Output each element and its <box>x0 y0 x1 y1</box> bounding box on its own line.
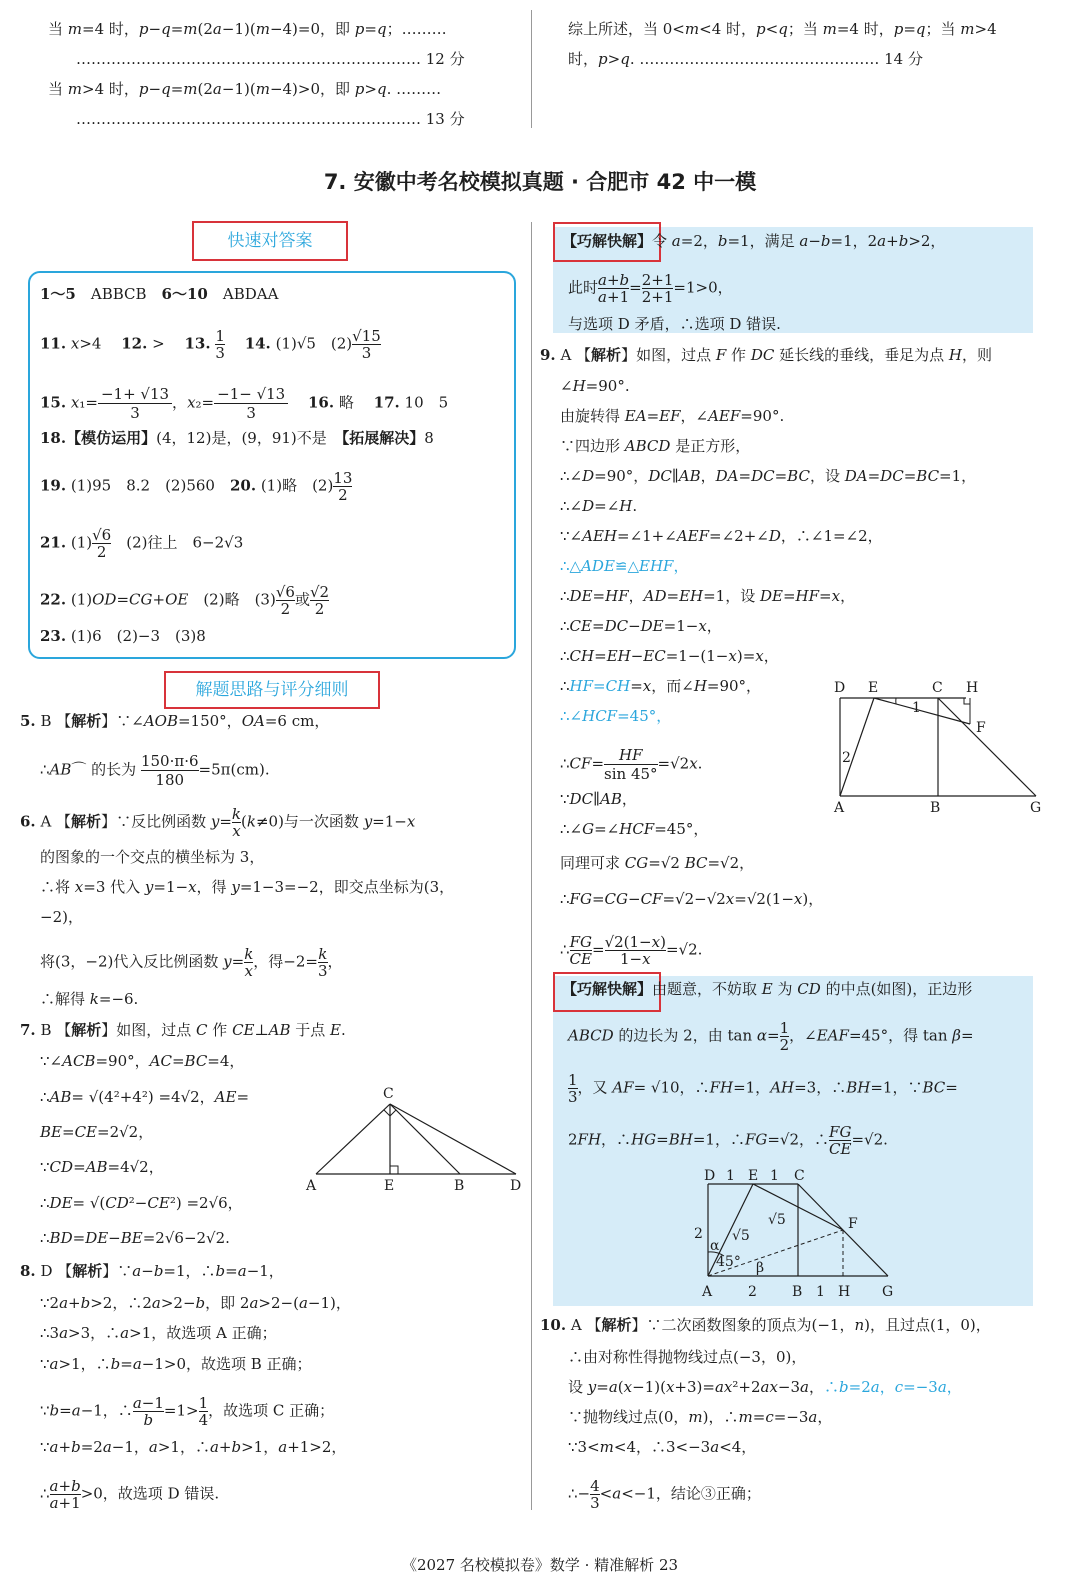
tip2-label-AE: √5 <box>732 1228 750 1244</box>
tip2-label-BH: 1 <box>816 1284 825 1300</box>
tip2-point-H: H <box>838 1284 851 1300</box>
tip1-line-1: 【巧解快解】令 a=2，b=1，满足 a−b=1，2a+b>2， <box>562 232 946 250</box>
qa-line-6: 21. (1) $\frac{√6}{2}$ (2)往上 6−2√3 <box>40 526 244 561</box>
q7-point-E: E <box>384 1178 395 1194</box>
top-left-line-1: 当 m=4 时，p−q=m(2a−1)(m−4)=0，即 p=q；……… <box>48 20 447 38</box>
top-right-line-2: 时，p>q. ………………………………………… 14 分 <box>568 50 923 68</box>
tip1-line-3: 与选项 D 矛盾，∴选项 D 错误. <box>568 315 781 333</box>
q9-line-8: ∴△ADE≌△EHF， <box>560 557 689 575</box>
q7-point-A: A <box>306 1178 317 1194</box>
top-left-line-4: …………………………………………………………… 13 分 <box>76 110 465 128</box>
q9-line-7: ∵∠AEH=∠1+∠AEF=∠2+∠D，∴∠1=∠2， <box>560 527 883 545</box>
q9-line-17: 同理可求 CG=√2 BC=√2， <box>560 854 755 872</box>
tip2-point-G: G <box>882 1284 894 1300</box>
q6-line-1: 6. A 【解析】∵反比例函数 y= $\frac{k}{x}$ (k≠0)与一次函数 y=1−x <box>20 805 416 840</box>
q9-line-19: ∴ $\frac{FG}{CE}$ = $\frac{√2(1-x)}{1-x}$ =√2. <box>560 933 703 968</box>
q6-line-4: −2)， <box>40 908 83 926</box>
q8-line-5: ∵b=a−1，∴ $\frac{a-1}{b}$ =1> $\frac{1}{4}$ ，故选项 C 正确； <box>40 1394 335 1429</box>
q9-line-15: ∵DC∥AB， <box>560 790 637 808</box>
tip2-angle-beta: β <box>756 1260 765 1276</box>
q8-line-2: ∵2a+b>2，∴2a>2−b，即 2a>2−(a−1)， <box>40 1294 351 1312</box>
tip2-label-EC: 1 <box>770 1168 779 1184</box>
q9-angle-2: 2 <box>842 750 851 766</box>
analysis-label: 解题思路与评分细则 <box>164 671 380 709</box>
tip2-line-3: $\frac{1}{3}$ ，又 AF= √10，∴FH=1，AH=3，∴BH=1，∵BC= <box>568 1071 958 1106</box>
q9-angle-1: 1 <box>912 700 921 716</box>
tip2-figure <box>690 1166 912 1302</box>
q5-line-1: 5. B 【解析】∵∠AOB=150°，OA=6 cm， <box>20 712 330 730</box>
top-right-line-1: 综上所述，当 0<m<4 时，p<q；当 m=4 时，p=q；当 m>4 <box>568 20 997 38</box>
q10-line-5: ∵3<m<4，∴3<−3a<4， <box>568 1438 757 1456</box>
q9-line-5: ∴∠D=90°，DC∥AB，DA=DC=BC，设 DA=DC=BC=1， <box>560 467 977 485</box>
q9-line-18: ∴FG=CG−CF=√2−√2x=√2(1−x)， <box>560 890 824 908</box>
qa-line-2: 11. x>4 12. > 13. $\frac{1}{3}$ 14. (1)√5 (2) $\frac{√15}{3}$ <box>40 327 381 362</box>
top-left-line-2: …………………………………………………………… 12 分 <box>76 50 465 68</box>
q9-point-B: B <box>930 800 941 816</box>
tip2-line-4: 2FH，∴HG=BH=1，∴FG=√2，∴ $\frac{FG}{CE}$ =√2. <box>568 1123 888 1158</box>
q9-point-C: C <box>932 680 943 696</box>
q8-line-7: ∴ $\frac{a+b}{a+1}$ >0，故选项 D 错误. <box>40 1477 220 1512</box>
q7-line-3: ∴AB= √(4²+4²) =4√2，AE= <box>40 1088 250 1106</box>
q6-line-2: 的图象的一个交点的横坐标为 3， <box>40 848 265 866</box>
top-left-line-3: 当 m>4 时，p−q=m(2a−1)(m−4)>0，即 p>q. ……… <box>48 80 442 98</box>
tip2-point-F: F <box>848 1216 858 1232</box>
qa-line-7: 22. (1)OD=CG+OE (2)略 (3) $\frac{√6}{2}$ 或 $\frac{√2}{2}$ <box>40 583 330 618</box>
q7-point-C: C <box>383 1086 394 1102</box>
q8-line-4: ∵a>1，∴b=a−1>0，故选项 B 正确； <box>40 1355 312 1373</box>
q9-line-14: ∴CF= $\frac{HF}{\sin 45^\circ}$ =√2x. <box>560 746 703 783</box>
q9-line-16: ∴∠G=∠HCF=45°， <box>560 820 709 838</box>
q9-point-E: E <box>868 680 879 696</box>
q7-figure <box>300 1082 530 1194</box>
tip2-angle-alpha: α <box>710 1238 720 1254</box>
tip2-angle-45: 45° <box>716 1254 741 1270</box>
top-column-divider <box>531 10 532 128</box>
qa-line-1: 1～5 ABBCB 6～10 ABDAA <box>40 285 279 303</box>
tip2-point-B: B <box>792 1284 803 1300</box>
main-column-divider <box>531 222 532 1510</box>
q7-line-5: ∵CD=AB=4√2， <box>40 1158 164 1176</box>
q10-line-3: 设 y=a(x−1)(x+3)=ax²+2ax−3a，∴b=2a，c=−3a， <box>568 1378 962 1396</box>
q9-line-13: ∴∠HCF=45°， <box>560 707 672 725</box>
tip2-label-AD: 2 <box>694 1226 703 1242</box>
q7-line-2: ∵∠ACB=90°，AC=BC=4， <box>40 1052 245 1070</box>
q5-line-2: ∴AB⌒ 的长为 $\frac{150\cdot\pi\cdot 6}{180}$ =5π(cm). <box>40 752 270 789</box>
tip2-point-E: E <box>748 1168 759 1184</box>
q9-point-G: G <box>1030 800 1042 816</box>
tip1-line-2: 此时 $\frac{a+b}{a+1}$ = $\frac{2+1}{2+1}$ =1>0， <box>568 271 733 306</box>
tip2-label-DE: 1 <box>726 1168 735 1184</box>
q6-line-3: ∴将 x=3 代入 y=1−x，得 y=1−3=−2，即交点坐标为(3， <box>40 878 455 896</box>
tip2-line-2: ABCD 的边长为 2，由 tan α= $\frac{1}{2}$ ，∠EAF=45°，得 tan β= <box>568 1019 974 1054</box>
q10-line-6: ∴− $\frac{4}{3}$ <a<−1，结论③正确； <box>568 1477 761 1512</box>
q9-line-3: 由旋转得 EA=EF，∠AEF=90°. <box>560 407 785 425</box>
q9-line-10: ∴CE=DC−DE=1−x， <box>560 617 722 635</box>
q10-line-2: ∴由对称性得抛物线过点(−3，0)， <box>568 1348 807 1366</box>
tip2-label-EF: √5 <box>768 1212 786 1228</box>
q7-line-4: BE=CE=2√2， <box>40 1123 154 1141</box>
q9-line-11: ∴CH=EH−EC=1−(1−x)=x， <box>560 647 779 665</box>
q9-line-9: ∴DE=HF，AD=EH=1，设 DE=HF=x， <box>560 587 856 605</box>
q9-figure <box>826 676 1052 816</box>
quick-answer-label: 快速对答案 <box>192 221 348 261</box>
q7-point-D: D <box>510 1178 522 1194</box>
q7-line-1: 7. B 【解析】如图，过点 C 作 CE⊥AB 于点 E. <box>20 1021 346 1039</box>
q9-point-H: H <box>966 680 979 696</box>
q8-line-6: ∵a+b=2a−1，a>1，∴a+b>1，a+1>2， <box>40 1438 347 1456</box>
q9-line-6: ∴∠D=∠H. <box>560 497 638 515</box>
q9-line-1: 9. A 【解析】如图，过点 F 作 DC 延长线的垂线，垂足为点 H，则 <box>540 346 992 364</box>
qa-line-5: 19. (1)95 8.2 (2)560 20. (1)略 (2) $\frac{13}{2}$ <box>40 469 353 504</box>
page-footer: 《2027 名校模拟卷》数学 · 精准解析 23 <box>401 1556 679 1574</box>
q7-line-6: ∴DE= √(CD²−CE²) =2√6， <box>40 1194 243 1212</box>
tip2-line-1: 【巧解快解】由题意，不妨取 E 为 CD 的中点(如图)，正边形 <box>562 980 973 998</box>
q9-line-2: ∠H=90°. <box>560 377 630 395</box>
q9-line-4: ∵四边形 ABCD 是正方形， <box>560 437 751 455</box>
q9-point-F: F <box>976 720 986 736</box>
tip2-point-D: D <box>704 1168 716 1184</box>
q9-point-A: A <box>834 800 845 816</box>
q9-point-D: D <box>834 680 846 696</box>
q6-line-5: 将(3，−2)代入反比例函数 y= $\frac{k}{x}$ ，得−2= $\frac{k}{3}$ ， <box>40 945 343 980</box>
q8-line-3: ∴3a>3，∴a>1，故选项 A 正确； <box>40 1324 277 1342</box>
qa-line-3: 15. x₁= $\frac{-1+ √13}{3}$ ，x₂= $\frac{-1- √13}{3}$ 16. 略 17. 10 5 <box>40 385 449 422</box>
q7-point-B: B <box>454 1178 465 1194</box>
tip2-point-C: C <box>794 1168 805 1184</box>
q7-line-7: ∴BD=DE−BE=2√6−2√2. <box>40 1229 230 1247</box>
q6-line-6: ∴解得 k=−6. <box>40 990 139 1008</box>
q10-line-4: ∵抛物线过点(0，m)，∴m=c=−3a， <box>568 1408 833 1426</box>
qa-line-8: 23. (1)6 (2)−3 (3)8 <box>40 627 206 645</box>
tip2-point-A: A <box>702 1284 713 1300</box>
page-title: 7. 安徽中考名校模拟真题 · 合肥市 42 中一模 <box>323 170 757 194</box>
q9-line-12: ∴HF=CH=x，而∠H=90°， <box>560 677 762 695</box>
tip2-label-AB: 2 <box>748 1284 757 1300</box>
qa-line-4: 18.【模仿运用】(4，12)是，(9，91)不是 【拓展解决】8 <box>40 429 434 447</box>
q10-line-1: 10. A 【解析】∵二次函数图象的顶点为(−1，n)，且过点(1，0)， <box>540 1316 991 1334</box>
q8-line-1: 8. D 【解析】∵a−b=1，∴b=a−1， <box>20 1262 284 1280</box>
